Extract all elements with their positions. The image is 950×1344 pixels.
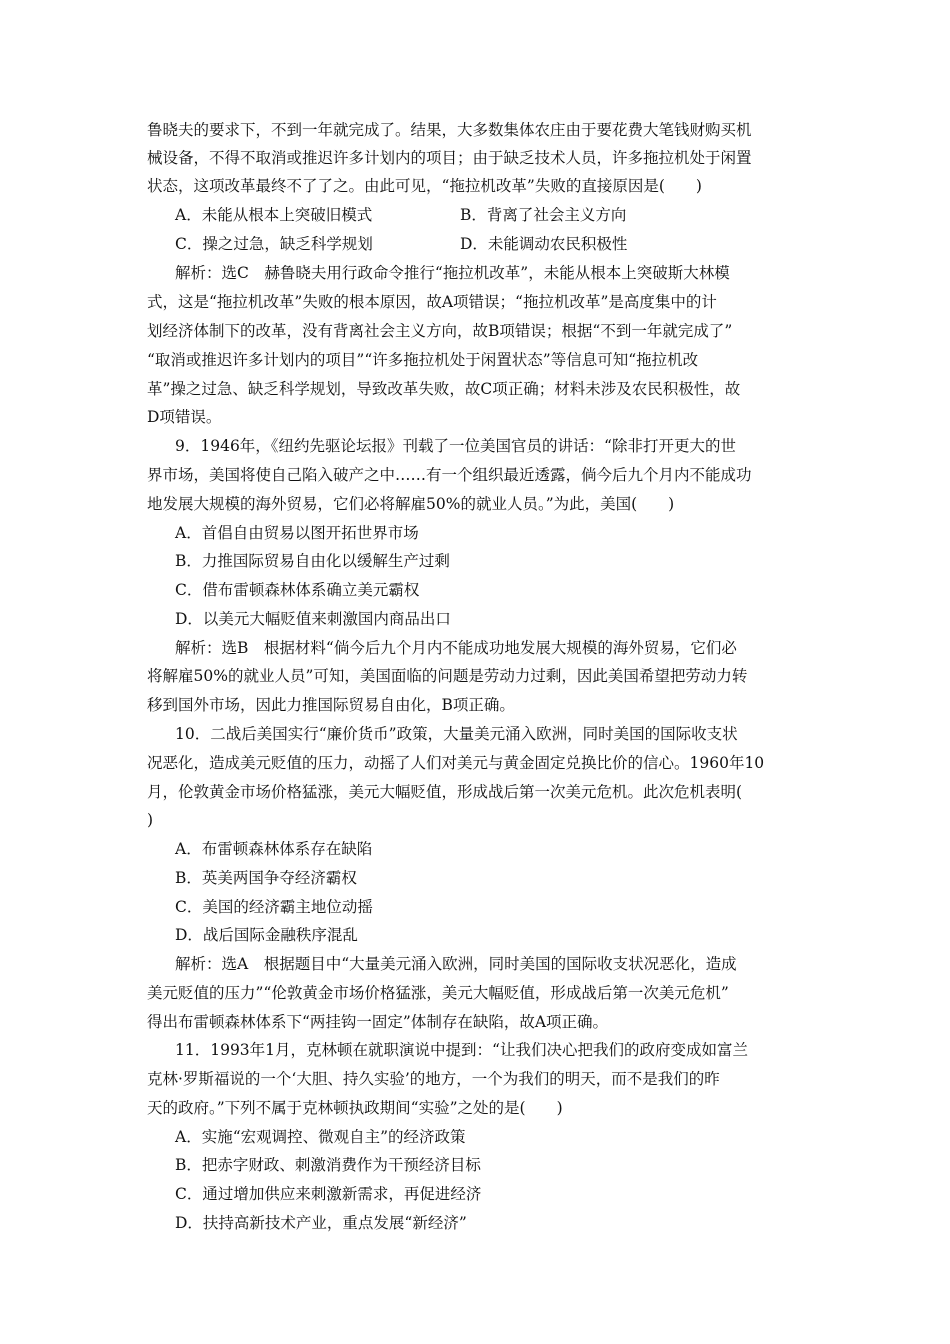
q9-stem-line: 界市场，美国将使自己陷入破产之中……有一个组织最近透露，倘今后九个月内不能成功 [147,466,752,484]
q10-option-a: A．布雷顿森林体系存在缺陷 [175,840,373,858]
q10-analysis-line: 解析：选A 根据题目中“大量美元涌入欧洲，同时美国的国际收支状况恶化，造成 [175,955,737,973]
q11-option-c: C．通过增加供应来刺激新需求，再促进经济 [175,1185,482,1203]
q10-stem-line: 10．二战后美国实行“廉价货币”政策，大量美元涌入欧洲，同时美国的国际收支状 [175,725,738,743]
q10-option-d: D．战后国际金融秩序混乱 [175,926,358,944]
q9-analysis-line: 移到国外市场，因此力推国际贸易自由化，B项正确。 [147,696,515,714]
q10-stem-line: 况恶化，造成美元贬值的压力，动摇了人们对美元与黄金固定兑换比价的信心。1960年10 [147,754,765,772]
q10-analysis-line: 得出布雷顿森林体系下“两挂钩一固定”体制存在缺陷，故A项正确。 [147,1013,609,1031]
q9-stem-line: 9．1946年，《纽约先驱论坛报》刊载了一位美国官员的讲话：“除非打开更大的世 [175,437,736,455]
q9-stem-line: 地发展大规模的海外贸易，它们必将解雇50%的就业人员。”为此，美国( ) [147,495,675,513]
q8-analysis-line: 式，这是“拖拉机改革”失败的根本原因，故A项错误；“拖拉机改革”是高度集中的计 [147,293,717,311]
q11-option-d: D．扶持高新技术产业，重点发展“新经济” [175,1214,467,1232]
q11-stem-line: 克林·罗斯福说的一个‘大胆、持久实验’的地方，一个为我们的明天，而不是我们的昨 [147,1070,720,1088]
q10-option-b: B．英美两国争夺经济霸权 [175,869,357,887]
q8-analysis-line: “取消或推迟许多计划内的项目”“许多拖拉机处于闲置状态”等信息可知“拖拉机改 [147,351,699,369]
q9-option-c: C．借布雷顿森林体系确立美元霸权 [175,581,420,599]
q9-analysis-line: 解析：选B 根据材料“倘今后九个月内不能成功地发展大规模的海外贸易，它们必 [175,639,737,657]
q9-option-d: D．以美元大幅贬值来刺激国内商品出口 [175,610,451,628]
q11-stem-line: 天的政府。”下列不属于克林顿执政期间“实验”之处的是( ) [147,1099,563,1117]
q10-stem-line: ) [147,811,154,829]
q11-stem-line: 11．1993年1月，克林顿在就职演说中提到：“让我们决心把我们的政府变成如富兰 [175,1041,748,1059]
q8-option-b: B．背离了社会主义方向 [460,206,627,224]
q10-option-c: C．美国的经济霸主地位动摇 [175,898,373,916]
q10-stem-line: 月，伦敦黄金市场价格猛涨，美元大幅贬值，形成战后第一次美元危机。此次危机表明( [147,783,743,801]
q11-option-b: B．把赤字财政、刺激消费作为干预经济目标 [175,1156,481,1174]
q8-analysis-line: 划经济体制下的改革，没有背离社会主义方向，故B项错误；根据“不到一年就完成了” [147,322,733,340]
q8-option-a: A．未能从根本上突破旧模式 [175,206,373,224]
q8-analysis-line: 革”操之过急、缺乏科学规划，导致改革失败，故C项正确；材料未涉及农民积极性，故 [147,380,741,398]
q8-analysis-line: 解析：选C 赫鲁晓夫用行政命令推行“拖拉机改革”，未能从根本上突破斯大林模 [175,264,730,282]
q8-stem-line: 状态，这项改革最终不了了之。由此可见，“拖拉机改革”失败的直接原因是( ) [147,177,702,195]
q9-option-a: A．首倡自由贸易以图开拓世界市场 [175,524,419,542]
q9-option-b: B．力推国际贸易自由化以缓解生产过剩 [175,552,450,570]
q8-analysis-line: D项错误。 [147,408,222,426]
q8-option-c: C．操之过急，缺乏科学规划 [175,235,373,253]
q10-analysis-line: 美元贬值的压力”“伦敦黄金市场价格猛涨，美元大幅贬值，形成战后第一次美元危机” [147,984,729,1002]
q8-stem-line: 械设备，不得不取消或推迟许多计划内的项目；由于缺乏技术人员，许多拖拉机处于闲置 [147,149,752,167]
q11-option-a: A．实施“宏观调控、微观自主”的经济政策 [175,1128,466,1146]
q8-option-d: D．未能调动农民积极性 [460,235,628,253]
q9-analysis-line: 将解雇50%的就业人员”可知，美国面临的问题是劳动力过剩，因此美国希望把劳动力转 [147,667,748,685]
q8-stem-line: 鲁晓夫的要求下，不到一年就完成了。结果，大多数集体农庄由于要花费大笔钱财购买机 [147,121,752,139]
